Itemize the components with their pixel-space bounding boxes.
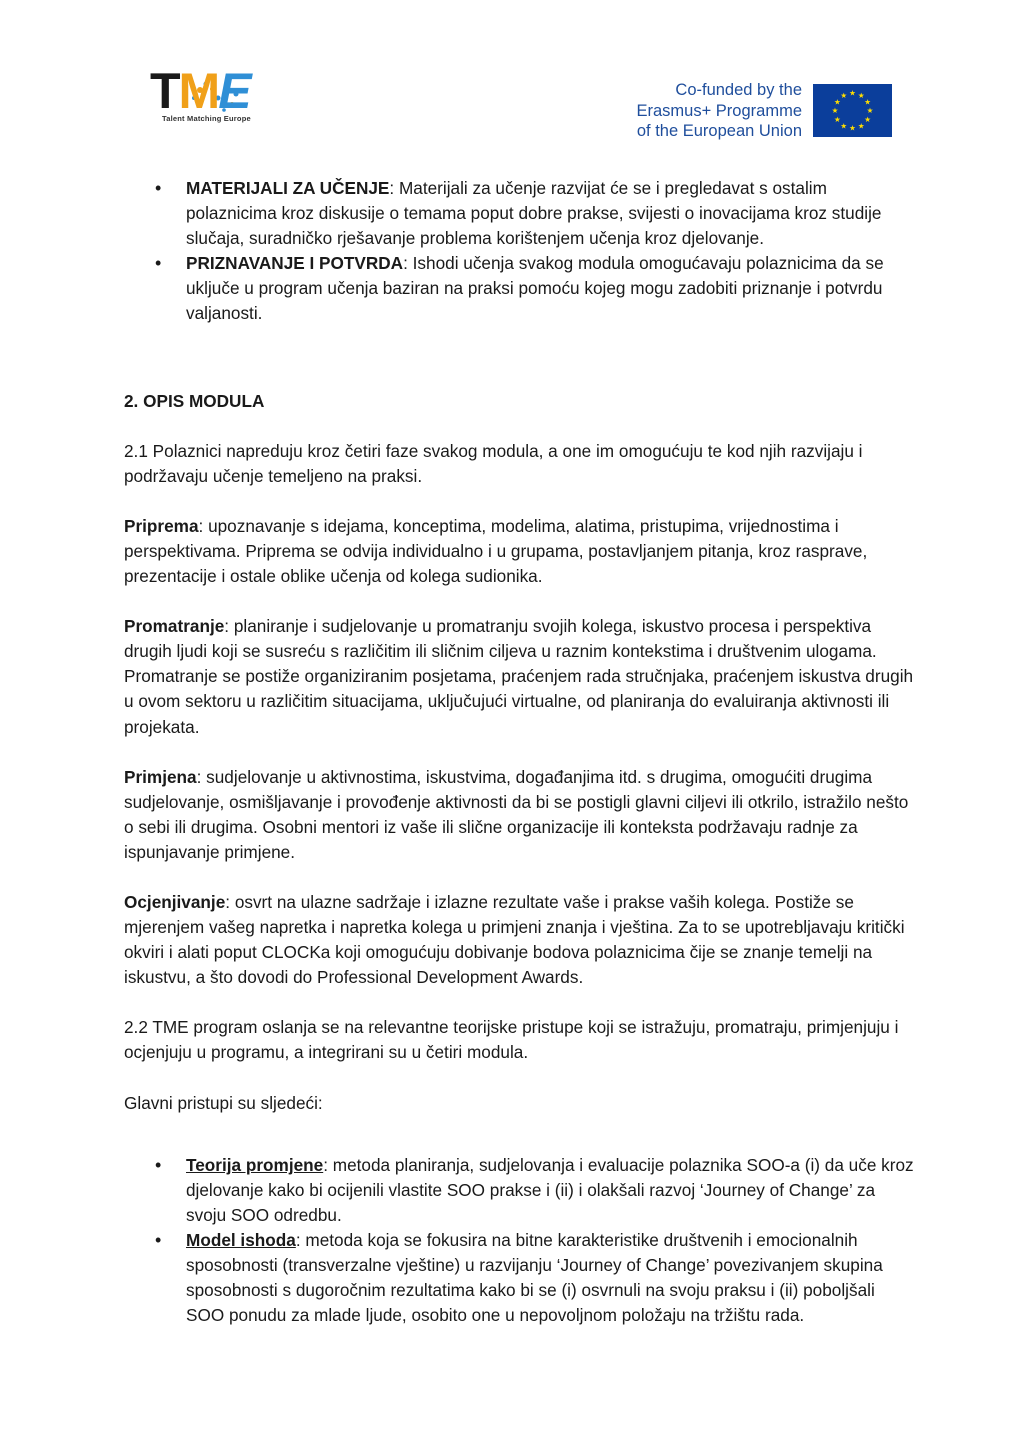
eu-star: ★	[849, 123, 856, 133]
document-body	[124, 176, 914, 1328]
eu-cofunded-text	[612, 80, 802, 142]
eu-stars	[813, 84, 892, 137]
approaches-bullet-list	[124, 1153, 914, 1329]
phase-term: Promatranje	[124, 616, 225, 637]
eu-star: ★	[840, 90, 848, 100]
bullet-text: : Ishodi učenja svakog modula omogućavaju polaznicima da se uključe u program učenja baziran na praksi pomoću kojeg mogu zadobiti priznanje i potvrdu valjanosti.	[186, 253, 884, 324]
eu-star: ★	[833, 114, 841, 124]
eu-star: ★	[864, 97, 872, 107]
eu-star: ★	[866, 106, 874, 116]
eu-line-1: Co-funded by the	[675, 81, 802, 99]
eu-star: ★	[849, 88, 856, 98]
intro-bullet-list	[124, 176, 914, 327]
phase-priprema	[124, 514, 914, 589]
eu-star: ★	[864, 114, 872, 124]
phase-term: Priprema	[124, 515, 199, 536]
phase-term: Ocjenjivanje	[124, 891, 226, 912]
logo-tagline: Talent Matching Europe	[162, 114, 251, 123]
bullet-materijali	[124, 176, 914, 251]
paragraph-2-1: 2.1 Polaznici napreduju kroz četiri faze svakog modula, a one im omogućuju te kod njih razvijaju i podržavaju učenje temeljeno na praksi.	[124, 440, 863, 486]
logo-letter-t: T	[150, 63, 179, 119]
phase-text: : planiranje i sudjelovanje u promatranju svojih kolega, iskustvo procesa i perspektiva drugih ljudi koji se susreću s različitim ili sličnim ciljeva u raznim kontekstima i društvenim ulogama. Promatranje se postiže organiziranim posjetama, praćenjem rada stručnjaka, praćenjem iskustva drugih u ovom sektoru u različitim situacijama, uključujući virtualne, od planiranja do evaluiranja aktivnosti ili projekata.	[124, 616, 914, 737]
eu-star: ★	[840, 121, 848, 131]
tme-logo	[150, 62, 265, 132]
bullet-term: PRIZNAVANJE I POTVRDA	[186, 253, 404, 274]
eu-star: ★	[831, 106, 839, 116]
approaches-intro: Glavni pristupi su sljedeći:	[124, 1092, 323, 1113]
phase-term: Primjena	[124, 766, 197, 787]
phase-text: : sudjelovanje u aktivnostima, iskustvima, događanjima itd. s drugima, omogućiti drugima sudjelovanje, osmišljavanje i provođenje aktivnosti da bi se postigli glavni ciljevi ili otkrilo, istražilo nešto o sebi ili drugima. Osobni mentori iz vaše ili slične organizacije ili konteksta podržavaju radnje za ispunjavanje primjene.	[124, 766, 909, 862]
bullet-model-ishoda	[124, 1228, 914, 1328]
bullet-text: : Materijali za učenje razvijat će se i pregledavat s ostalim polaznicima kroz diskusije o temama poput dobre prakse, svijesti o inovacijama kroz studije slučaja, suradničko rješavanje problema korištenjem učenja kroz djelovanje.	[186, 178, 882, 249]
bullet-teorija-promjene	[124, 1153, 914, 1228]
paragraph-2-2: 2.2 TME program oslanja se na relevantne teorijske pristupe koji se istražuju, promatraju, primjenjuju i ocjenjuju u programu, a integrirani su u četiri modula.	[124, 1017, 899, 1063]
eu-star: ★	[857, 121, 865, 131]
approach-term: Model ishoda	[186, 1229, 296, 1250]
section-heading: 2. OPIS MODULA	[124, 390, 265, 411]
eu-flag-icon	[813, 84, 892, 137]
phase-text: : upoznavanje s idejama, konceptima, modelima, alatima, pristupima, vrijednostima i perspektivama. Priprema se odvija individualno i u grupama, postavljanjem pitanja, kroz rasprave, prezentacije i ostale oblike učenja od kolega sudionika.	[124, 515, 868, 587]
phase-promatranje	[124, 614, 914, 739]
phase-ocjenjivanje	[124, 890, 914, 990]
phase-text: : osvrt na ulazne sadržaje i izlazne rezultate vaše i prakse vaših kolega. Postiže se mjerenjem vašeg napretka i napretka kolega u primjeni znanja i vještina. Za to se upotrebljavaju kritički okviri i alati poput CLOCKa koji omogućuju dobivanje bodova polaznicima čije se znanje temelji na iskustvu, a što dovodi do Professional Development Awards.	[124, 891, 905, 988]
eu-line-3: of the European Union	[636, 122, 802, 140]
logo-letter-m: M	[178, 63, 219, 119]
phase-primjena	[124, 765, 914, 865]
eu-star: ★	[833, 97, 841, 107]
approach-text: : metoda planiranja, sudjelovanja i evaluacije polaznika SOO-a (i) da uče kroz djelovanje kako bi ocijenili vlastite SOO prakse i (ii) i olakšali razvoj ‘Journey of Change’ za svoju SOO odredbu.	[186, 1154, 914, 1225]
bullet-priznavanje	[124, 251, 914, 326]
bullet-term: MATERIJALI ZA UČENJE	[186, 178, 390, 198]
eu-line-2: Erasmus+ Programme	[636, 101, 802, 120]
logo-letter-e: E	[218, 63, 250, 119]
approach-text: : metoda koja se fokusira na bitne karakteristike društvenih i emocionalnih sposobnosti (transverzalne vještine) u razvijanju ‘Journey of Change’ povezivanjem skupina sposobnosti s dugoročnim rezultatima kako bi se (i) osvrnuli na svoju praksu i (ii) poboljšali SOO ponudu za mlade ljude, osobito one u nepovoljnom položaju na tržištu rada.	[186, 1229, 883, 1326]
approach-term: Teorija promjene	[186, 1154, 324, 1175]
logo-wordmark	[150, 62, 250, 120]
eu-star: ★	[857, 90, 865, 100]
